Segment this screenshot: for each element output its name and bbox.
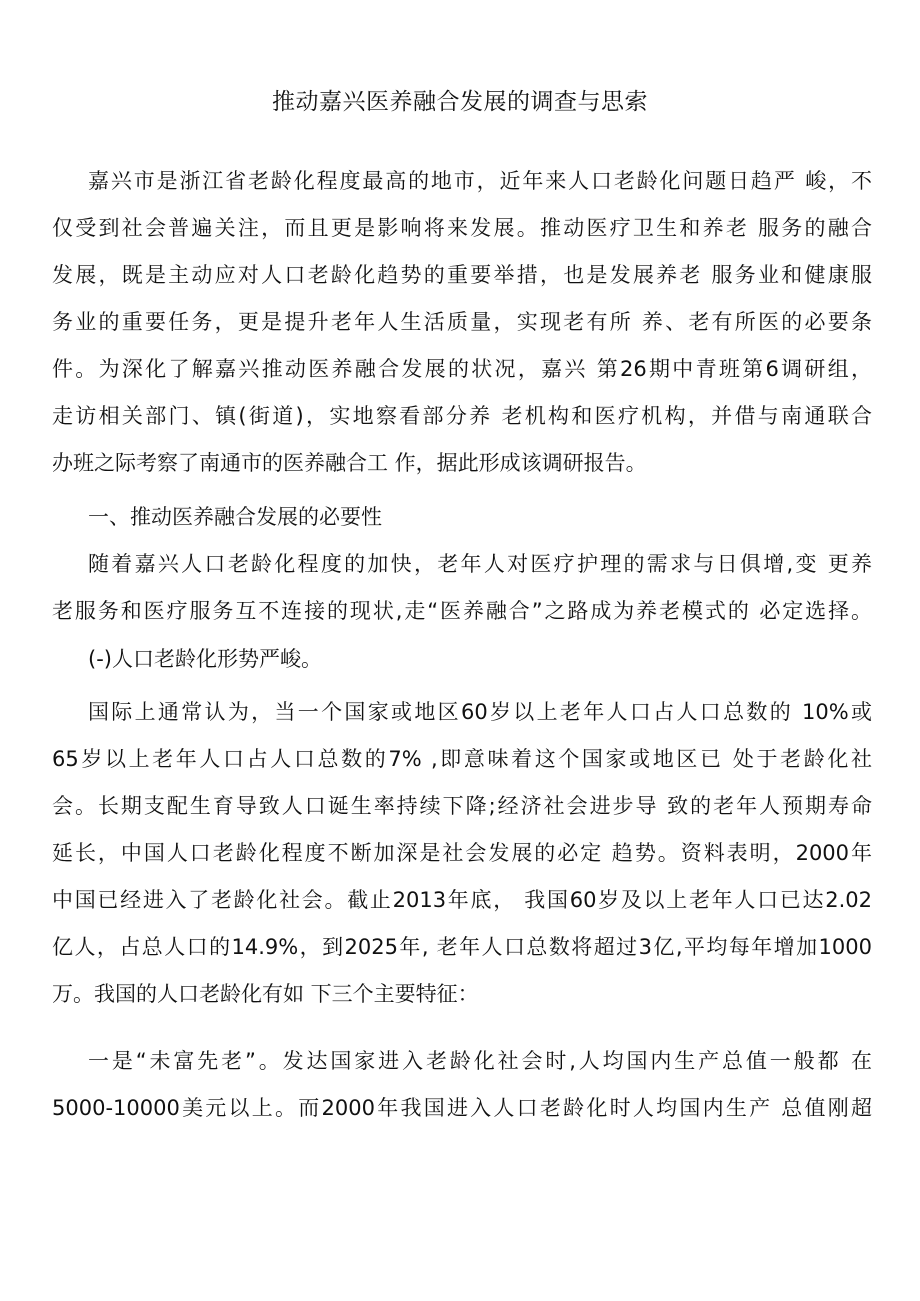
paragraph-line: 延长，中国人口老龄化程度不断加深是社会发展的必定 趋势。资料表明，2000年 <box>52 841 872 865</box>
paragraph-line: 随着嘉兴人口老龄化程度的加快，老年人对医疗护理的需求与日俱增,变 更养 <box>88 552 872 576</box>
paragraph-line: 万。我国的人口老龄化有如 下三个主要特征： <box>52 982 479 1006</box>
paragraph-line: 5000-10000美元以上。而2000年我国进入人口老龄化时人均国内生产 总值刚超 <box>52 1096 872 1120</box>
paragraph-line: 走访相关部门、镇(街道)，实地察看部分养 老机构和医疗机构，并借与南通联合 <box>52 404 872 428</box>
paragraph-line: 老服务和医疗服务互不连接的现状,走“医养融合”之路成为养老模式的 必定选择。 <box>52 599 872 623</box>
paragraph-line: 国际上通常认为，当一个国家或地区60岁以上老年人口占人口总数的 10%或 <box>88 700 872 724</box>
subsection-heading: (-)人口老龄化形势严峻。 <box>88 647 322 671</box>
paragraph-line: 一是“未富先老”。发达国家进入老龄化社会时,人均国内生产总值一般都 在 <box>88 1049 872 1073</box>
section-heading: 一、推动医养融合发展的必要性 <box>88 505 382 529</box>
paragraph-line: 仅受到社会普遍关注，而且更是影响将来发展。推动医疗卫生和养老 服务的融合 <box>52 216 872 240</box>
paragraph-line: 亿人，占总人口的14.9%，到2025年, 老年人口总数将超过3亿,平均每年增加1000 <box>52 935 872 959</box>
paragraph-line: 嘉兴市是浙江省老龄化程度最高的地市，近年来人口老龄化问题日趋严 峻，不 <box>88 169 872 193</box>
paragraph-line: 发展，既是主动应对人口老龄化趋势的重要举措，也是发展养老 服务业和健康服 <box>52 263 872 287</box>
paragraph-line: 65岁以上老年人口占人口总数的7% ,即意味着这个国家或地区已 处于老龄化社 <box>52 747 872 771</box>
paragraph-line: 件。为深化了解嘉兴推动医养融合发展的状况，嘉兴 第26期中青班第6调研组， <box>52 357 872 381</box>
paragraph-line: 中国已经进入了老龄化社会。截止2013年底， 我国60岁及以上老年人口已达2.02 <box>52 888 872 912</box>
paragraph-line: 会。长期支配生育导致人口诞生率持续下降;经济社会进步导 致的老年人预期寿命 <box>52 794 872 818</box>
paragraph-line: 务业的重要任务，更是提升老年人生活质量，实现老有所 养、老有所医的必要条 <box>52 310 872 334</box>
paragraph-line: 办班之际考察了南通市的医养融合工 作，据此形成该调研报告。 <box>52 451 647 475</box>
document-title: 推动嘉兴医养融合发展的调查与思索 <box>272 89 648 115</box>
